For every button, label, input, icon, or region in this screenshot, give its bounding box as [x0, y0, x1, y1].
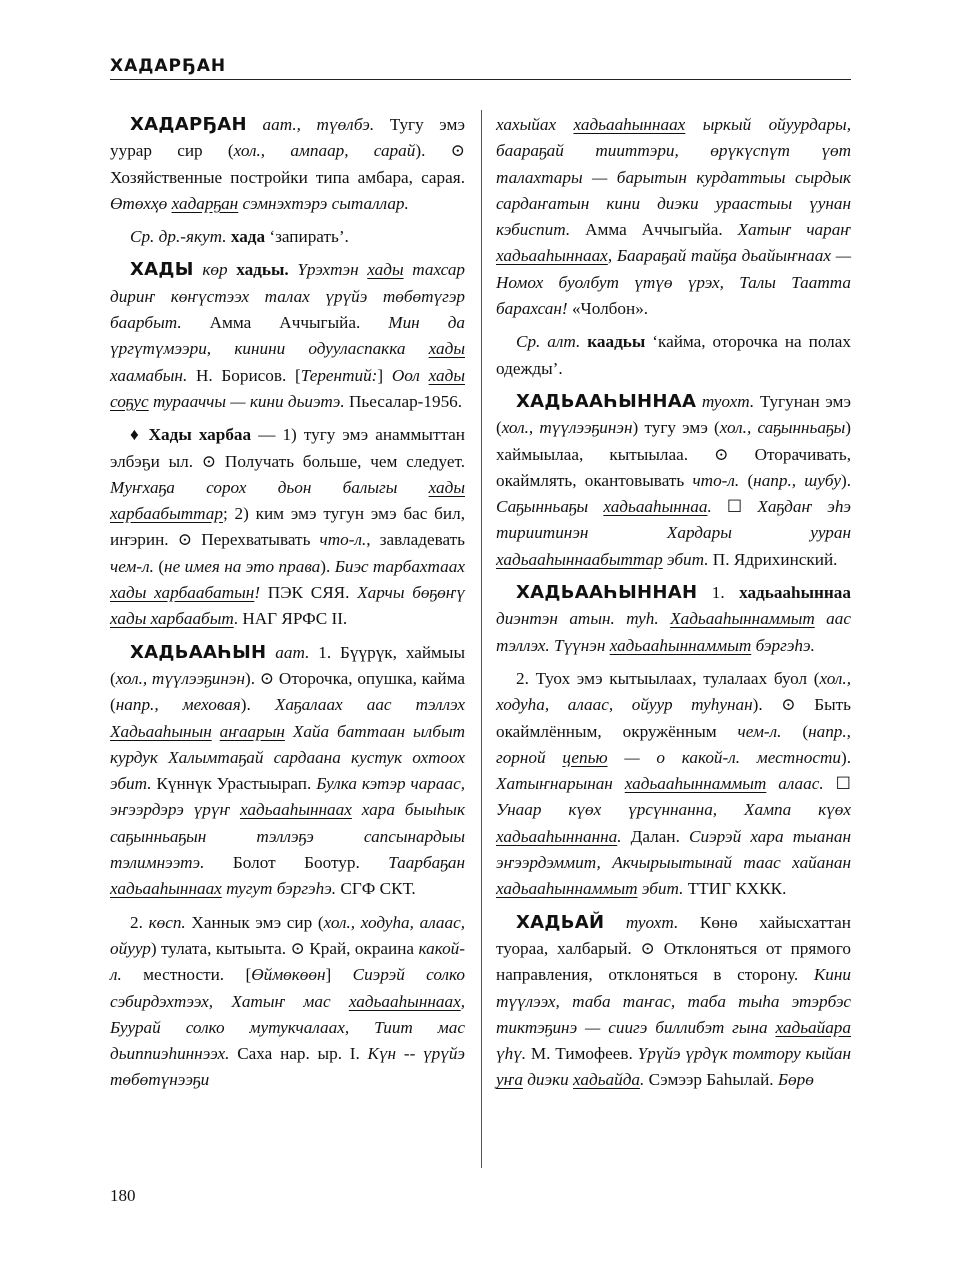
text-run: ). ⊙ Оторочка, опушка, кайма (: [110, 668, 465, 715]
text-run: ). ⊙ Быть окаймлённым, окружённым: [496, 695, 851, 741]
text-run: сэмнэхтэрэ сыталлар.: [238, 193, 409, 213]
text-run: көсп.: [148, 912, 186, 932]
text-run: ♦: [130, 425, 149, 445]
dictionary-paragraph: [110, 224, 465, 250]
text-run: ).: [840, 470, 851, 490]
text-run: диэки: [522, 1070, 574, 1090]
dictionary-paragraph: [110, 910, 465, 1094]
text-run: Харчы бөҕөҥү: [357, 583, 465, 603]
text-run: ).: [240, 695, 275, 715]
text-run: туохт.: [625, 912, 679, 932]
text-run: Далан.: [621, 826, 690, 846]
underlined-example: хадьааһыннаах: [348, 991, 461, 1011]
text-run: Хаҕалаах аас тэллэх: [274, 695, 465, 715]
text-run: СГФ СКТ.: [336, 879, 416, 899]
text-run: хада: [230, 227, 266, 247]
text-run: Н. Борисов. [: [187, 365, 301, 385]
text-run: чем-л.: [110, 556, 154, 576]
text-run: хадьы.: [236, 260, 289, 280]
dictionary-paragraph: [496, 329, 851, 382]
text-run: , Буурай солко мутукчалаах, Тиит мас дьиппиэһиннээх.: [110, 991, 465, 1064]
text-run: ]: [377, 365, 392, 385]
text-run: хол., түүлээҕинэн: [115, 668, 246, 688]
text-run: Ср. алт.: [516, 332, 581, 352]
text-run: .: [707, 497, 712, 517]
text-run: [604, 913, 626, 932]
text-run: Унаар күөх үрсүннанна, Хампа күөх: [496, 800, 851, 820]
underlined-example: хадарҕан: [171, 193, 239, 213]
text-run: үһү.: [496, 1044, 527, 1064]
text-run: туохт.: [701, 391, 755, 411]
underlined-example: Хадьааһыннаммыт: [670, 609, 815, 629]
text-run: ) хаймыылаа, кытыылаа. ⊙ Оторачивать, окаймлять, окантовывать: [496, 418, 851, 490]
header-rule: [110, 79, 851, 80]
dictionary-paragraph: [496, 580, 851, 659]
text-run: ‘запирать’.: [265, 227, 349, 247]
text-run: — о какой-л. местности: [607, 747, 841, 767]
dictionary-paragraph: [110, 112, 465, 217]
text-run: Күннүк Урастыырап.: [151, 774, 317, 794]
column-divider: [481, 110, 482, 1168]
text-run: хадьааһыннаа: [739, 583, 851, 603]
underlined-example: хадьайара: [775, 1017, 851, 1037]
underlined-example: хадьааһыннаммыт: [609, 635, 752, 655]
text-run: хара быыһык саҕынньаҕын тэллэҕэ сапсынардыы тэлимнээтэ.: [110, 800, 465, 873]
text-run: Күн -- үрүйэ төбөтүнээҕи: [110, 1044, 466, 1090]
text-run: Терентий:: [300, 365, 378, 385]
text-run: ]: [325, 965, 353, 985]
text-run: чем-л.: [737, 721, 782, 741]
text-run: ) тугу эмэ (: [632, 418, 720, 438]
text-run: аас тэллэх. Түүнэн: [496, 609, 851, 655]
text-run: Үрэхтэн: [297, 260, 368, 280]
text-run: [247, 115, 263, 134]
text-run: Тугунан эмэ (: [496, 391, 852, 438]
text-run: .: [617, 826, 622, 846]
text-run: Үрүйэ үрдүк томтору кыйан: [637, 1044, 851, 1064]
text-run: Амма Аччыгыйа.: [181, 313, 389, 333]
text-run: аат.: [275, 642, 310, 662]
text-run: Саҕынньаҕы: [496, 497, 604, 517]
text-run: ).: [320, 556, 335, 576]
text-run: Өтөхҳө: [110, 193, 172, 213]
text-run: .: [640, 1070, 645, 1090]
underlined-example: хадьааһыннаа: [603, 497, 708, 517]
text-run: что-л.: [319, 530, 367, 550]
headword: ХАДЬАЙ: [516, 911, 605, 933]
text-run: Ханнык эмэ сир (: [185, 912, 324, 932]
text-run: ‘кайма, оторочка на полах одежды’.: [496, 332, 851, 378]
text-run: местности. [: [121, 965, 252, 985]
text-run: эбит.: [662, 549, 709, 569]
text-run: П. Ядрихинский.: [708, 549, 838, 569]
dictionary-paragraph: [496, 112, 851, 322]
text-run: хол., ходуһа, алаас, ойуур: [110, 912, 466, 958]
text-run: (: [739, 470, 754, 490]
text-run: Мин да үргүтүмээри, кинини одууласпакка: [110, 313, 465, 359]
dictionary-paragraph: [110, 640, 465, 903]
text-run: ) тулата, кытыыта. ⊙ Край, окраина: [150, 938, 419, 958]
text-run: аат., түөлбэ.: [262, 115, 375, 134]
text-run: какой-л.: [110, 938, 465, 985]
text-run: Муҥхаҕа сорох дьон балыгы: [110, 477, 429, 497]
text-run: хол., ходуһа, алаас, ойуур туһунан: [496, 668, 851, 715]
underlined-example: хады: [428, 365, 465, 385]
text-run: М. Тимофеев.: [526, 1044, 638, 1064]
text-run: Бөрө: [777, 1070, 814, 1090]
text-run: (: [153, 556, 165, 576]
text-run: каадьы: [587, 332, 646, 352]
text-run: [228, 260, 237, 279]
underlined-example: хадьааһыннаммыт: [496, 879, 638, 899]
underlined-example: хады харбаабыттар: [110, 477, 465, 524]
text-run: Өймөкөөн: [251, 965, 326, 985]
text-run: 1. Бүүрүк, хаймыы (: [110, 642, 465, 688]
text-run: ПЭК СЯЯ.: [260, 583, 358, 603]
text-run: !: [254, 583, 261, 603]
dictionary-paragraph: [110, 422, 465, 632]
text-run: хахыйах: [496, 115, 574, 134]
text-run: [266, 643, 275, 662]
text-run: Кини түүлээх, таба таҥас, таба тыһа этэрбэс тиктэҕинэ — сиигэ биллибэт гына: [496, 965, 851, 1037]
text-run: Хатыҥнарынан: [496, 774, 625, 794]
page-number: 180: [110, 1186, 136, 1205]
text-run: — 1) тугу эмэ анаммыттан элбэҕи ыл. ⊙ Получать больше, чем следует.: [110, 425, 466, 471]
text-run: ).: [840, 747, 851, 767]
text-run: Тугу эмэ уурар сир (: [110, 115, 465, 161]
text-run: напр., горной: [496, 721, 851, 767]
underlined-example: хады: [428, 339, 465, 359]
underlined-example: хады: [367, 260, 404, 280]
text-run: напр., шубу: [753, 470, 841, 490]
text-run: ТТИГ КХКК.: [683, 879, 787, 899]
text-run: Сэмээр Баһылай.: [644, 1070, 778, 1090]
text-run: Хады харбаа: [148, 425, 252, 445]
headword: ХАДЬААҺЫННАН: [516, 582, 698, 604]
text-run: Пьесалар-1956.: [344, 391, 463, 411]
text-run: Сиэрэй хара тыанан эҥээрдэммит, Акчырыытынай таас хайанан: [496, 826, 851, 873]
headword: ХАДАРҔАН: [130, 114, 247, 135]
text-run: ыркый ойуурдары, баараҕай тииттэри, өрүкүспүт үөт талахтары — барытын курдаттыы сырдык сардаҥатын кини диэки ураастыы үунан кэбиспит.: [496, 115, 851, 240]
text-run: , Баараҕай тайҕа дьайыҥнаах — Номох буолбут үтүө үрэх, Талы Таатта барахсан!: [496, 246, 851, 319]
text-run: хол., түүлээҕинэн: [501, 418, 633, 438]
underlined-example: хадьааһыннаах: [496, 246, 608, 266]
text-run: ). ⊙ Хозяйственные постройки типа амбара, сарая.: [110, 141, 465, 187]
underlined-example: аҥаарын: [219, 721, 285, 741]
text-run: алаас.: [766, 774, 824, 794]
text-run: напр., меховая: [115, 695, 241, 715]
right-column: [496, 112, 851, 1101]
text-run: «Чолбон».: [567, 299, 649, 319]
headword: ХАДЬААҺЫННАА: [516, 390, 697, 412]
text-run: Хаҕдаҥ эһэ тириитинэн Хардары ууран: [496, 497, 851, 543]
text-run: көр: [202, 260, 228, 280]
text-run: Амма Аччыгыйа.: [570, 220, 738, 240]
underlined-example: хадьааһыннанна: [496, 826, 618, 846]
text-run: ампаар, сарай: [290, 141, 416, 161]
left-column: [110, 112, 465, 1101]
text-run: хол., саҕынньаҕы: [719, 418, 846, 438]
text-run: не имея на это права: [164, 556, 321, 576]
text-run: хаамабын.: [110, 365, 188, 385]
text-run: что-л.: [692, 470, 740, 490]
text-run: эбит.: [637, 879, 684, 899]
underlined-example: цепью: [562, 747, 608, 767]
running-head: ХАДАРҔАН: [110, 56, 227, 76]
text-run: . НАГ ЯРФС II.: [233, 609, 348, 629]
dictionary-paragraph: [496, 666, 851, 903]
text-run: бэргэһэ.: [751, 635, 815, 655]
text-run: турааччы — кини дьиэтэ.: [148, 391, 345, 411]
underlined-example: соҕус: [110, 391, 149, 411]
underlined-example: уҥа: [496, 1070, 523, 1090]
text-run: 1.: [697, 583, 740, 603]
text-run: Хайа баттаан ылбыт курдук Халымтаҕай сардаана кустук охтоох эбит.: [110, 721, 466, 794]
text-run: 2.: [130, 912, 149, 932]
dictionary-paragraph: [496, 910, 851, 1094]
text-run: Болот Боотур.: [204, 853, 389, 873]
dictionary-paragraph: [496, 389, 851, 573]
dictionary-paragraph: [110, 257, 465, 415]
text-run: ☐: [711, 497, 758, 517]
text-run: Сиэрэй солко сэбирдэхтээх, Хатыҥ мас: [110, 965, 465, 1011]
text-run: Саха нар. ыр. I.: [229, 1044, 368, 1064]
text-run: [212, 722, 220, 741]
underlined-example: Хадьааһынын: [110, 721, 212, 741]
underlined-example: хадьайда: [573, 1070, 641, 1090]
text-run: диэнтэн атын. туһ.: [496, 609, 659, 629]
text-run: тугут бэргэһэ.: [221, 879, 337, 899]
text-run: Таарбаҕан: [388, 853, 465, 873]
text-run: Хатыҥ чараҥ: [737, 220, 851, 240]
text-run: Оол: [391, 365, 429, 385]
text-run: , завладевать: [366, 530, 465, 550]
headword: ХАДЬААҺЫН: [130, 641, 267, 663]
text-run: тахсар дириҥ көҥүстээх талах үрүйэ төбөтүгэр баарбыт.: [110, 260, 466, 333]
underlined-example: хады харбаабатын: [110, 583, 255, 603]
text-run: [659, 609, 670, 628]
underlined-example: хадьааһыннаабыттар: [496, 549, 663, 569]
underlined-example: хады харбаабыт: [110, 609, 234, 629]
text-run: 2. Туох эмэ кытыылаах, тулалаах буол (: [516, 668, 820, 688]
text-run: (: [781, 721, 809, 741]
text-run: Биэс тарбахтаах: [334, 556, 465, 576]
text-run: ☐: [823, 774, 851, 794]
headword: ХАДЫ: [130, 259, 194, 281]
underlined-example: хадьааһыннаах: [573, 115, 686, 134]
text-run: ; 2) ким эмэ тугун эмэ бас бил, иҥэрин. ⊙ Перехватывать: [110, 504, 465, 550]
underlined-example: хадьааһыннаммыт: [624, 774, 767, 794]
text-run: Ср. др.-якут.: [130, 227, 227, 247]
text-run: Булка кэтэр чараас, эҥээрдэрэ үрүҥ: [110, 774, 465, 820]
text-run: хол.,: [233, 141, 291, 161]
text-run: Көнө хайысхаттан туораа, халбарый. ⊙ Отклоняться от прямого направления, отклоняться в сторону.: [496, 912, 852, 985]
underlined-example: хадьааһыннаах: [110, 879, 222, 899]
underlined-example: хадьааһыннаах: [240, 800, 352, 820]
